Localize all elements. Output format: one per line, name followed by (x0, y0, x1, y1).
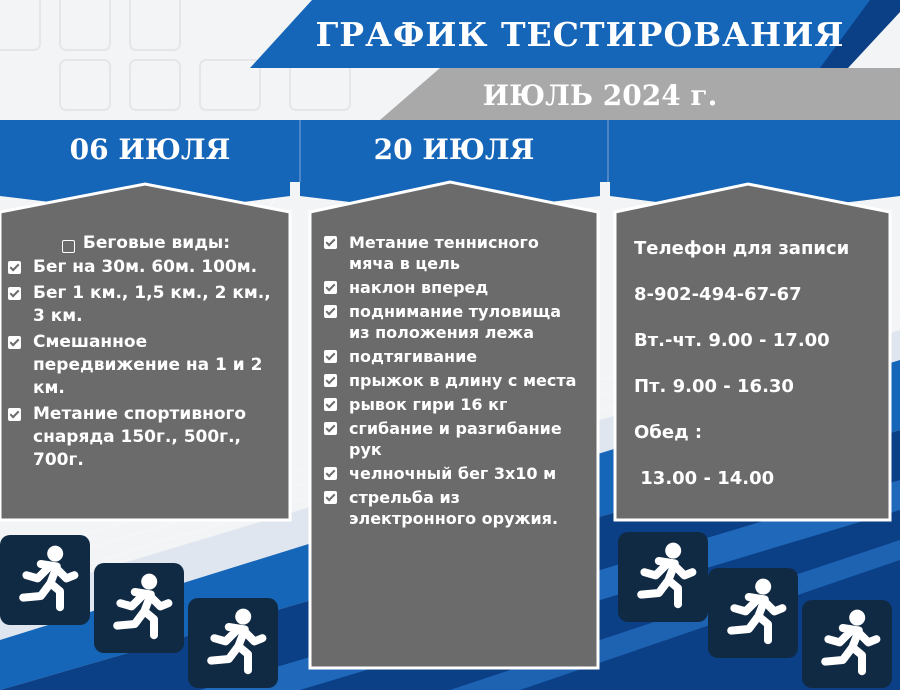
hours-tue-thu: Вт.-чт. 9.00 - 17.00 (634, 330, 830, 351)
lunch-label: Обед : (634, 422, 703, 443)
page-subtitle: ИЮЛЬ 2024 г. (482, 79, 718, 112)
page-title: ГРАФИК ТЕСТИРОВАНИЯ (315, 15, 845, 54)
checkbox-checked-icon (8, 408, 21, 421)
contact-panel (634, 232, 884, 508)
checkbox-checked-icon (324, 305, 337, 318)
runner-icon (188, 598, 278, 688)
running-events-panel (8, 232, 284, 475)
list-item-text: Смешанное передвижение на 1 и 2 км. (33, 332, 263, 398)
list-item (324, 277, 586, 298)
runner-icon (94, 563, 184, 653)
field-events-panel (324, 232, 586, 532)
checkbox-checked-icon (324, 374, 337, 387)
list-item (324, 232, 586, 274)
runner-icon (802, 600, 892, 688)
phone-label: Телефон для записи (634, 238, 850, 259)
list-item (324, 463, 586, 484)
panel-heading: Беговые виды: (82, 233, 231, 253)
panel-heading-row (8, 232, 284, 255)
list-item-text: Бег 1 км., 1,5 км., 2 км., 3 км. (33, 283, 271, 326)
phone-number[interactable]: 8-902-494-67-67 (634, 284, 802, 305)
checkbox-checked-icon (324, 491, 337, 504)
list-item (8, 403, 284, 472)
list-item (324, 487, 586, 529)
list-item-text: наклон вперед (349, 278, 489, 297)
list-item (324, 370, 586, 391)
list-item (324, 418, 586, 460)
list-item (8, 256, 284, 279)
list-item-text: Метание спортивного снаряда 150г., 500г., 700г. (33, 404, 247, 470)
list-item (8, 282, 284, 328)
list-item-text: рывок гири 16 кг (349, 395, 508, 414)
lunch-hours: 13.00 - 14.00 (634, 468, 775, 489)
list-item (8, 331, 284, 400)
list-item-text: подтягивание (349, 347, 478, 366)
checkbox-checked-icon (8, 336, 21, 349)
checkbox-checked-icon (8, 287, 21, 300)
list-item-text: Бег на 30м. 60м. 100м. (33, 257, 258, 277)
column-date-2: 20 ИЮЛЯ (373, 133, 535, 166)
list-item-text: челночный бег 3х10 м (349, 464, 557, 483)
column-date-1: 06 ИЮЛЯ (69, 133, 231, 166)
list-item (324, 301, 586, 343)
checkbox-checked-icon (324, 350, 337, 363)
checkbox-checked-icon (324, 422, 337, 435)
checkbox-checked-icon (324, 281, 337, 294)
list-item-text: поднимание туловища из положения лежа (349, 302, 562, 342)
runner-icon (0, 535, 90, 625)
list-item-text: сгибание и разгибание рук (349, 419, 562, 459)
list-item-text: стрельба из электронного оружия. (349, 488, 559, 528)
list-item-text: Метание теннисного мяча в цель (349, 233, 539, 273)
checkbox-checked-icon (324, 236, 337, 249)
list-item (324, 394, 586, 415)
runner-icon (708, 568, 798, 658)
list-item-text: прыжок в длину с места (349, 371, 577, 390)
checkbox-checked-icon (324, 467, 337, 480)
runner-icon (618, 532, 708, 622)
checkbox-empty-icon (62, 240, 75, 253)
checkbox-checked-icon (8, 261, 21, 274)
checkbox-checked-icon (324, 398, 337, 411)
hours-fri: Пт. 9.00 - 16.30 (634, 376, 794, 397)
list-item (324, 346, 586, 367)
